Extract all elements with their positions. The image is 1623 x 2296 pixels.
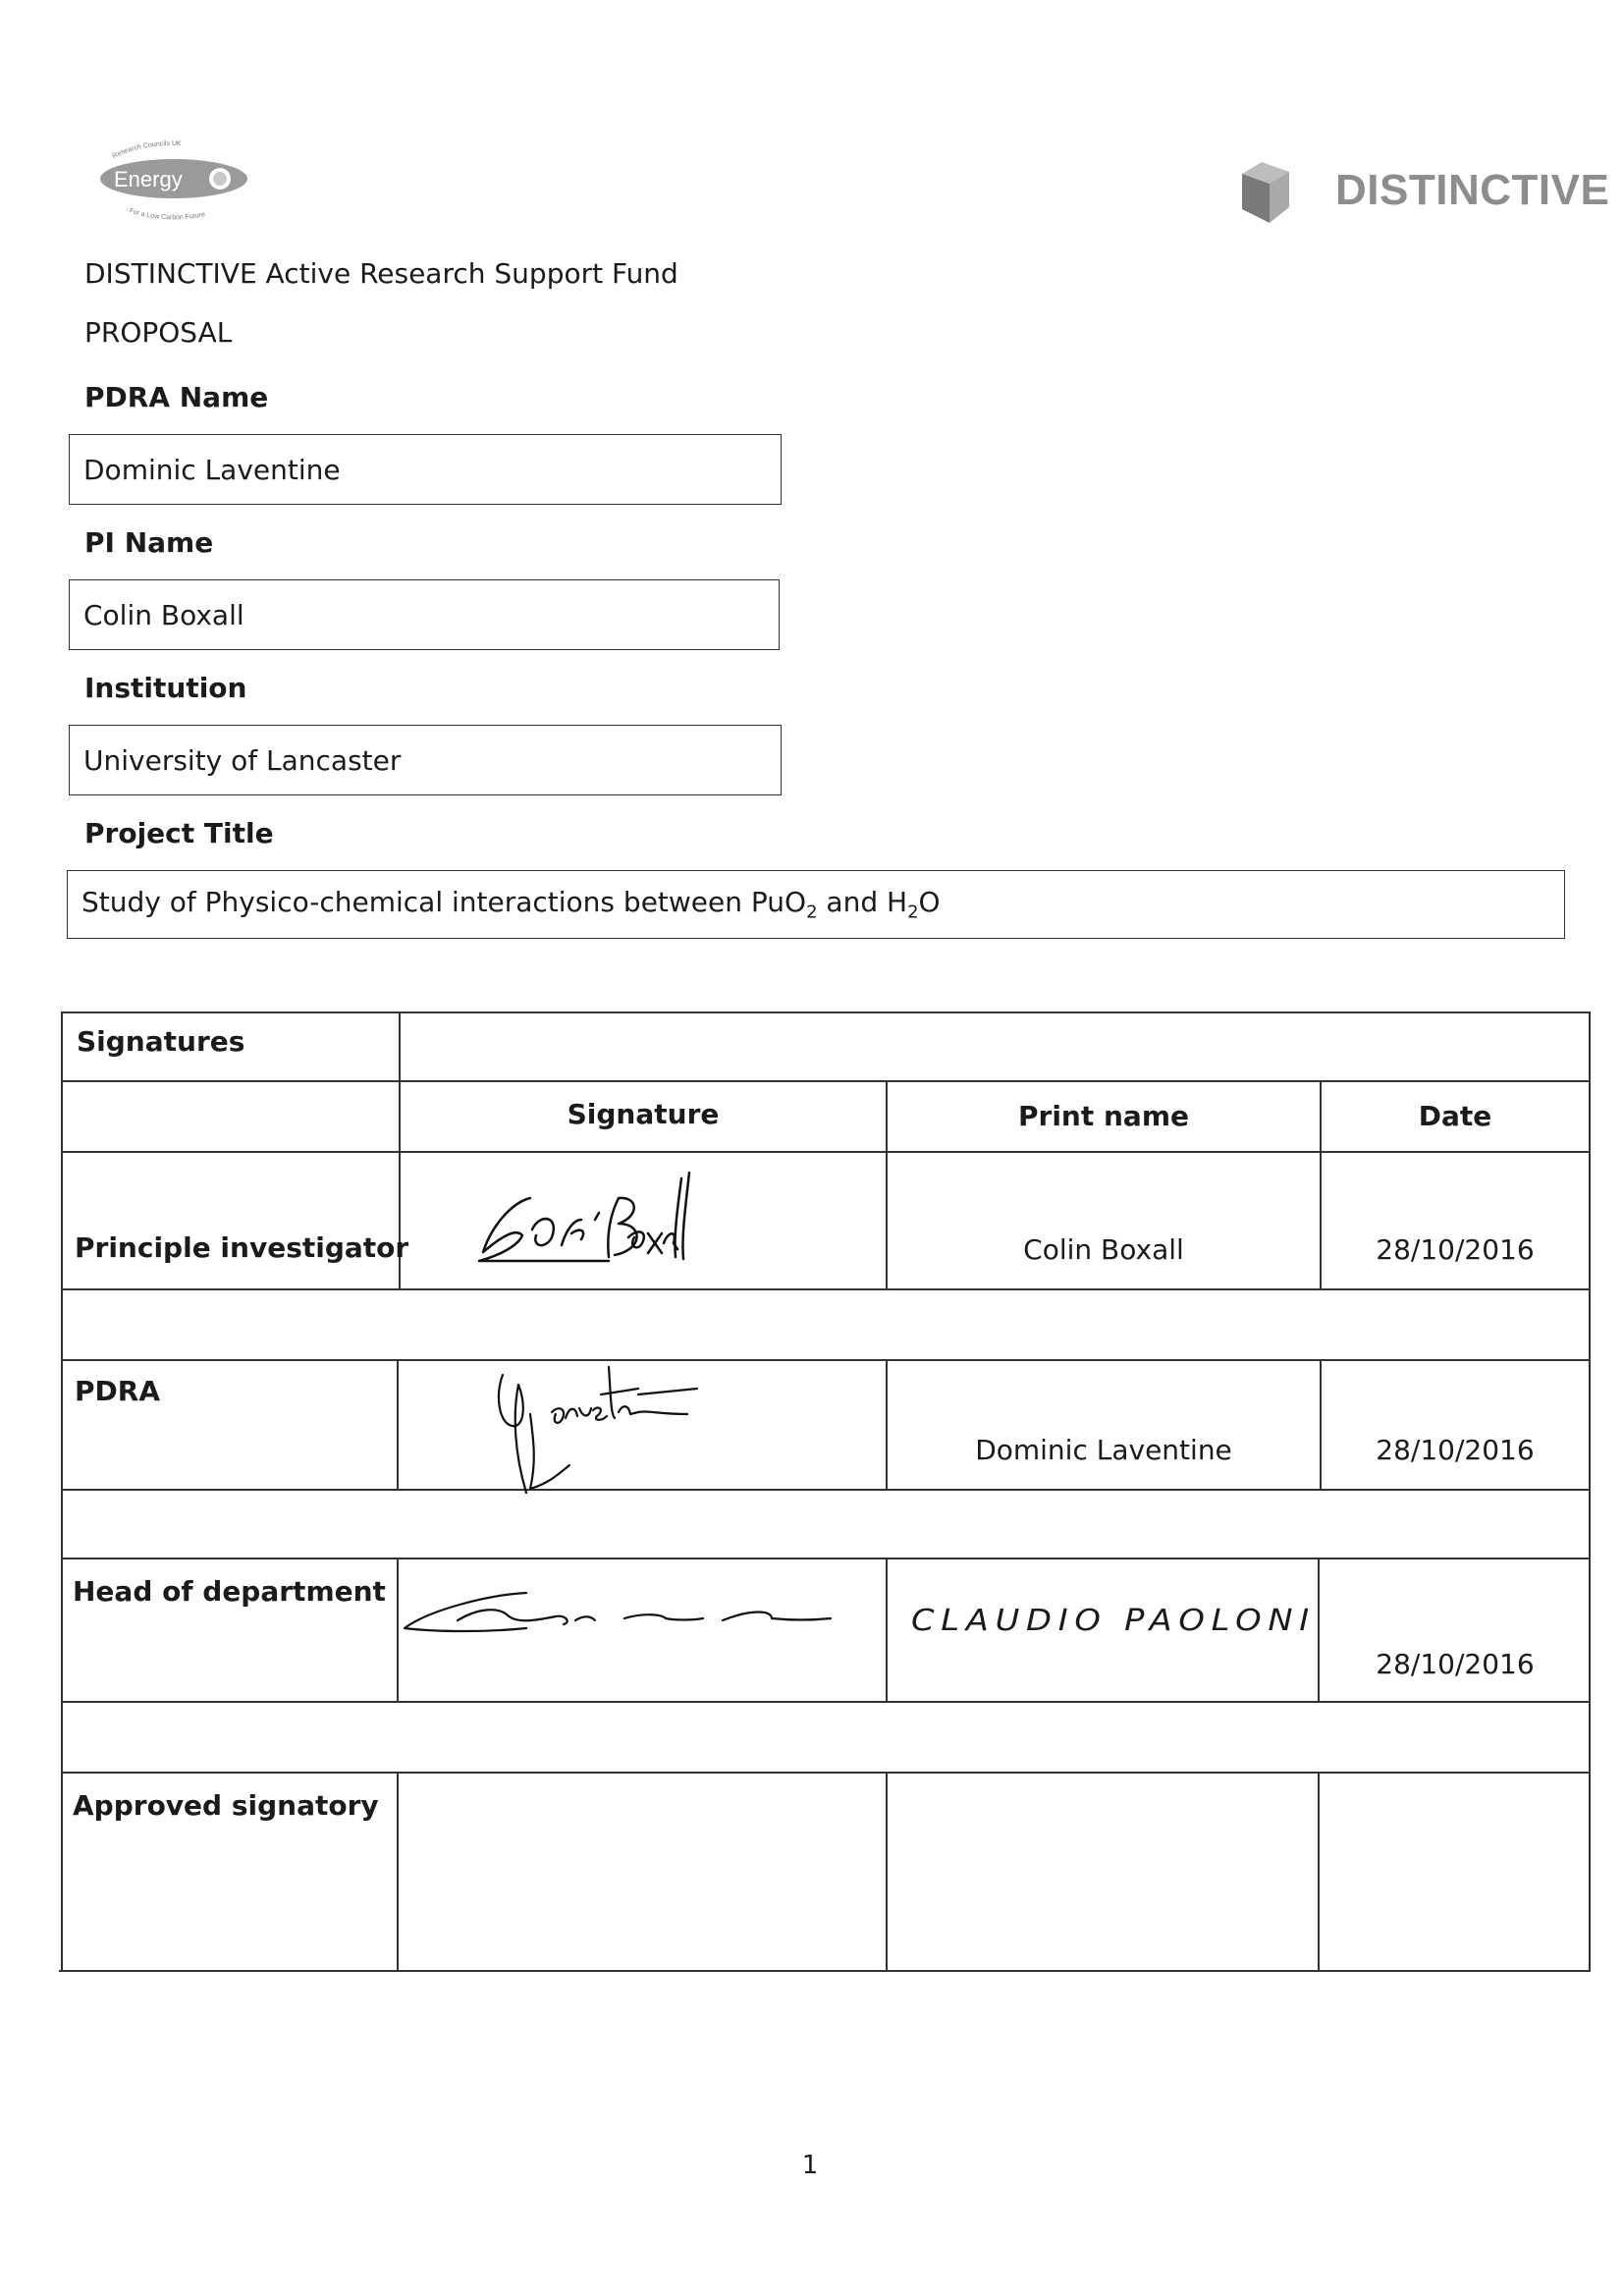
row-role-approved-signatory: Approved signatory bbox=[73, 1789, 379, 1822]
pdra-name-value: Dominic Laventine bbox=[83, 453, 341, 486]
signatures-table bbox=[59, 1011, 1591, 1974]
svg-text:For a Low Carbon Future bbox=[129, 207, 206, 221]
signature-pdra bbox=[491, 1355, 746, 1503]
row-date-head-of-department: 28/10/2016 bbox=[1376, 1648, 1535, 1680]
signature-principle-investigator bbox=[471, 1159, 707, 1277]
pi-name-value: Colin Boxall bbox=[83, 598, 244, 631]
row-role-head-of-department: Head of department bbox=[73, 1575, 386, 1608]
energy-logo-name: Energy bbox=[114, 167, 183, 191]
project-title-value: Study of Physico-chemical interactions between PuO$_2$ and $H_2O$ bbox=[81, 886, 941, 923]
institution-field bbox=[69, 725, 782, 795]
energy-logo bbox=[90, 137, 257, 226]
svg-text:Research Councils UK bbox=[112, 140, 183, 160]
document-title: DISTINCTIVE Active Research Support Fund bbox=[84, 257, 678, 290]
pi-name-label: PI Name bbox=[84, 526, 214, 559]
pi-name-field bbox=[69, 579, 780, 650]
project-title-field bbox=[67, 870, 1565, 939]
energy-logo-arc-top: Research Councils UK bbox=[111, 139, 182, 161]
institution-value: University of Lancaster bbox=[83, 743, 402, 777]
document-subtitle: PROPOSAL bbox=[84, 316, 233, 349]
pdra-name-field bbox=[69, 434, 782, 505]
row-print-name-pdra: Dominic Laventine bbox=[975, 1434, 1232, 1466]
signatures-heading: Signatures bbox=[77, 1025, 245, 1058]
column-header-date: Date bbox=[1418, 1100, 1492, 1132]
row-print-name-head-of-department bbox=[911, 1597, 1324, 1646]
distinctive-logo-name: DISTINCTIVE bbox=[1335, 166, 1610, 214]
project-title-label: Project Title bbox=[84, 817, 274, 849]
column-header-signature: Signature bbox=[567, 1098, 720, 1130]
row-print-name-principle-investigator: Colin Boxall bbox=[1023, 1233, 1184, 1266]
signature-head-of-department bbox=[399, 1581, 850, 1660]
row-role-pdra: PDRA bbox=[75, 1375, 160, 1407]
row-date-principle-investigator: 28/10/2016 bbox=[1376, 1233, 1535, 1266]
row-role-principle-investigator: Principle investigator bbox=[75, 1231, 409, 1264]
row-date-pdra: 28/10/2016 bbox=[1376, 1434, 1535, 1466]
distinctive-logo bbox=[1232, 152, 1610, 231]
institution-label: Institution bbox=[84, 672, 247, 704]
page-number: 1 bbox=[801, 2151, 819, 2180]
energy-logo-arc-bottom: For a Low Carbon Future bbox=[128, 207, 206, 222]
svg-text:CLAUDIO PAOLONI: CLAUDIO PAOLONI bbox=[911, 1604, 1316, 1638]
column-header-print-name: Print name bbox=[1018, 1100, 1189, 1132]
pdra-name-label: PDRA Name bbox=[84, 381, 269, 413]
cube-icon bbox=[1232, 152, 1311, 231]
